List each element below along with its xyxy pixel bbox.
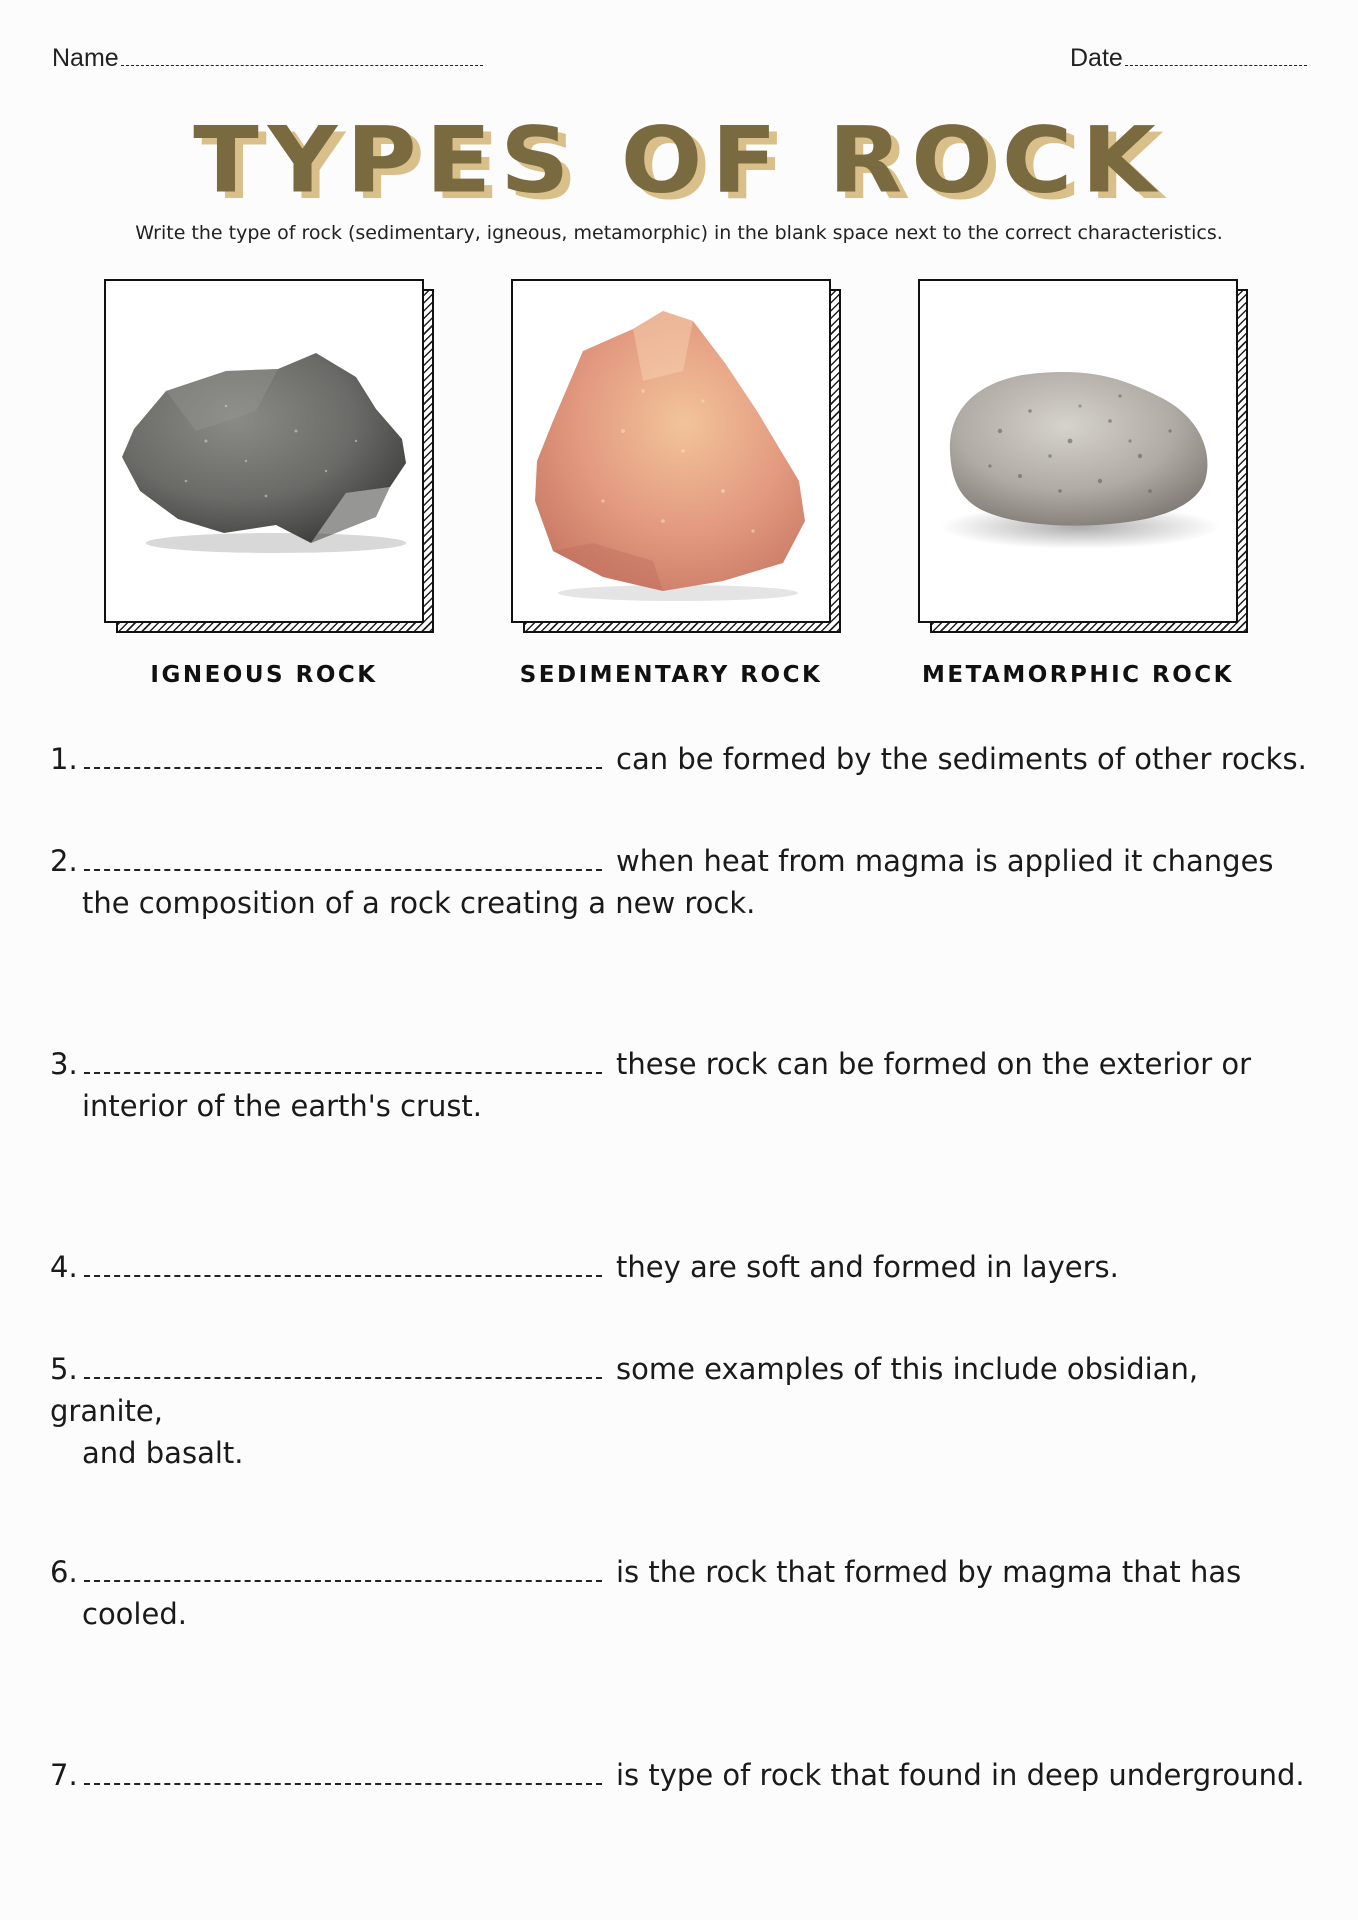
worksheet-title: TYPES OF ROCK xyxy=(193,106,1165,214)
metamorphic-rock-image xyxy=(920,281,1238,623)
date-label: Date xyxy=(1070,44,1123,72)
question-number: 2. xyxy=(50,844,78,878)
question-text: can be formed by the sediments of other rocks. xyxy=(616,742,1307,776)
name-label: Name xyxy=(52,44,119,72)
sedimentary-rock-image xyxy=(513,281,831,623)
date-blank-line[interactable] xyxy=(1125,45,1307,66)
question-number: 5. xyxy=(50,1352,78,1386)
question-text: they are soft and formed in layers. xyxy=(616,1250,1119,1284)
answer-blank-6[interactable] xyxy=(84,1554,602,1582)
question-4 xyxy=(50,1246,1310,1288)
question-text: some examples of this include obsidian, granite, xyxy=(50,1352,1199,1428)
question-text-continued: and basalt. xyxy=(82,1436,244,1470)
igneous-rock-photo xyxy=(104,279,424,623)
question-text: is the rock that formed by magma that has xyxy=(616,1555,1242,1589)
answer-blank-4[interactable] xyxy=(84,1249,602,1277)
answer-blank-1[interactable] xyxy=(84,741,602,769)
answer-blank-3[interactable] xyxy=(84,1046,602,1074)
question-text-continued: interior of the earth's crust. xyxy=(82,1089,483,1123)
question-text-continued: the composition of a rock creating a new rock. xyxy=(82,886,756,920)
sedimentary-rock-photo xyxy=(511,279,831,623)
metamorphic-rock-photo xyxy=(918,279,1238,623)
answer-blank-7[interactable] xyxy=(84,1757,602,1785)
metamorphic-rock-label: METAMORPHIC ROCK xyxy=(922,662,1234,688)
name-field[interactable] xyxy=(52,44,483,73)
answer-blank-2[interactable] xyxy=(84,843,602,871)
date-field[interactable] xyxy=(1070,44,1307,73)
question-text: is type of rock that found in deep underground. xyxy=(616,1758,1305,1792)
question-7 xyxy=(50,1754,1310,1796)
igneous-rock-image xyxy=(106,281,424,623)
question-number: 1. xyxy=(50,742,78,776)
question-2 xyxy=(50,840,1310,924)
question-1 xyxy=(50,738,1310,780)
sedimentary-rock-label: SEDIMENTARY ROCK xyxy=(519,662,823,688)
instructions-text: Write the type of rock (sedimentary, igneous, metamorphic) in the blank space next to the correct characteristics. xyxy=(135,222,1223,244)
question-text: when heat from magma is applied it changes xyxy=(616,844,1274,878)
question-6 xyxy=(50,1551,1310,1635)
sedimentary-rock-card xyxy=(511,279,831,623)
question-number: 7. xyxy=(50,1758,78,1792)
question-5 xyxy=(50,1348,1310,1474)
igneous-rock-card xyxy=(104,279,424,623)
question-number: 3. xyxy=(50,1047,78,1081)
answer-blank-5[interactable] xyxy=(84,1351,602,1379)
name-blank-line[interactable] xyxy=(121,45,483,66)
metamorphic-rock-card xyxy=(918,279,1238,623)
igneous-rock-label: IGNEOUS ROCK xyxy=(150,662,378,688)
question-3 xyxy=(50,1043,1310,1127)
question-number: 6. xyxy=(50,1555,78,1589)
question-text: these rock can be formed on the exterior or xyxy=(616,1047,1251,1081)
question-text-continued: cooled. xyxy=(82,1597,187,1631)
question-number: 4. xyxy=(50,1250,78,1284)
